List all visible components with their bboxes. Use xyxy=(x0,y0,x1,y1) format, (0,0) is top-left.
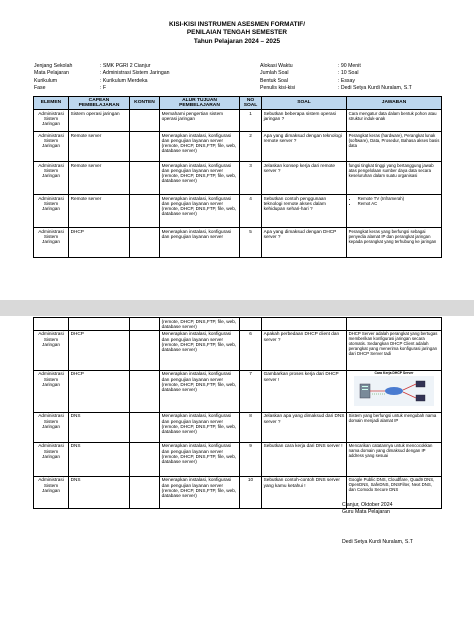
cell-capaian: Remote server xyxy=(69,132,130,162)
cell-konten xyxy=(130,195,160,228)
info-label: Kurikulum xyxy=(34,77,58,84)
cell-no: 5 xyxy=(240,228,262,258)
cell-jawaban xyxy=(347,195,442,228)
info-value: : 90 Menit xyxy=(338,63,361,69)
school-info xyxy=(34,63,169,92)
cell-elemen: Administrasi Sistem Jaringan xyxy=(34,162,69,195)
cell-alur: Menerapkan instalasi, konfigurasi dan pengujian layanan server (remote, DHCP, DNS,FTP, file, web, database server) xyxy=(160,195,240,228)
header-capaian: CAPEAN PEMBELAJARAN xyxy=(69,97,130,110)
cell-no: 6 xyxy=(240,330,262,370)
info-row-bentuk xyxy=(260,78,412,85)
cell-capaian: Remote server xyxy=(69,162,130,195)
cell-konten xyxy=(130,162,160,195)
cell-soal: Sebutkan beberapa sistem operasi jaringan ? xyxy=(262,110,347,132)
cell-capaian xyxy=(69,318,130,331)
cell-elemen: Administrasi Sistem Jaringan xyxy=(34,110,69,132)
cell-no: 1 xyxy=(240,110,262,132)
cell-elemen: Administrasi Sistem Jaringan xyxy=(34,330,69,370)
header-konten: KONTEN xyxy=(130,97,160,110)
info-label: Alokasi Waktu xyxy=(260,63,293,69)
cell-capaian: DNS xyxy=(69,412,130,442)
kisi-kisi-table-page1 xyxy=(33,96,442,258)
cell-alur: Menerapkan instalasi, konfigurasi dan pengujian layanan server (remote, DHCP, DNS,FTP, file, web, database server) xyxy=(160,132,240,162)
table-header-row xyxy=(34,97,442,110)
dhcp-diagram-icon xyxy=(354,376,434,406)
cell-capaian: DHCP xyxy=(69,370,130,412)
cell-no: 9 xyxy=(240,442,262,476)
cell-alur: Menerapkan instalasi, konfigurasi dan pengujian layanan server xyxy=(160,228,240,258)
cell-soal: Jelaskan apa yang dimaksud dari DNS server ? xyxy=(262,412,347,442)
cell-no: 2 xyxy=(240,132,262,162)
table-row xyxy=(34,110,442,132)
cell-jawaban xyxy=(347,318,442,331)
table-row xyxy=(34,162,442,195)
info-value: : 10 Soal xyxy=(338,70,359,77)
cell-alur: Menerapkan instalasi, konfigurasi dan pengujian layanan server (remote, DHCP, DNS,FTP, file, web, database server) xyxy=(160,162,240,195)
cell-konten xyxy=(130,132,160,162)
cell-no xyxy=(240,318,262,331)
signature-role: Guru Mata Pelajaran xyxy=(342,509,390,515)
answer-list xyxy=(349,196,440,206)
cell-konten xyxy=(130,330,160,370)
cell-konten xyxy=(130,228,160,258)
table-row xyxy=(34,370,442,412)
cell-soal: Gambarkan proses kerja dari DHCP server ! xyxy=(262,370,347,412)
table-row xyxy=(34,442,442,476)
cell-soal: Sebutkan cara kerja dari DNS server ! xyxy=(262,442,347,476)
cell-konten xyxy=(130,110,160,132)
info-value: : Dedi Setya Kurdi Nuralam, S.T xyxy=(338,84,412,91)
info-row-kurikulum xyxy=(34,78,169,85)
info-label: Bentuk Soal xyxy=(260,77,288,84)
cell-capaian: DHCP xyxy=(69,228,130,258)
info-row-alokasi xyxy=(260,63,412,70)
cell-alur: Memahami pengertian sistem operasi jaringan xyxy=(160,110,240,132)
answer-list-item: • Remot AC xyxy=(358,201,440,206)
signature-name: Dedi Setya Kurdi Nuralam, S.T xyxy=(342,539,413,545)
header-no-soal: NO SOAL xyxy=(240,97,262,110)
cell-soal xyxy=(262,318,347,331)
info-value: : Kurikulum Merdeka xyxy=(100,77,148,84)
info-label: Mata Pelajaran xyxy=(34,70,69,77)
doc-title-line3: Tahun Pelajaran 2024 – 2025 xyxy=(193,38,281,45)
cell-jawaban: Google Public DNS, Cloudflare, Quad9 DNS, OpenDNS, SafeDNS, DNSFilter, Next DNS, dan Comodo Secure DNS xyxy=(347,476,442,508)
cell-soal: Apa yang dimaksud dengan teknologi remote server ? xyxy=(262,132,347,162)
cell-jawaban: Sistem yang berfungsi untuk mengubah nama domain menjadi alamat IP xyxy=(347,412,442,442)
info-row-jumlah xyxy=(260,70,412,77)
cell-konten xyxy=(130,442,160,476)
cell-alur: Menerapkan instalasi, konfigurasi dan pengujian layanan server (remote, DHCP, DNS,FTP, file, web, database server) xyxy=(160,442,240,476)
info-value: : Administrasi Sistem Jaringan xyxy=(100,70,170,77)
cell-elemen: Administrasi Sistem Jaringan xyxy=(34,132,69,162)
info-label: Fase xyxy=(34,84,46,91)
info-row-penulis xyxy=(260,85,412,92)
cell-elemen: Administrasi Sistem Jaringan xyxy=(34,476,69,508)
info-label: Jumlah Soal xyxy=(260,70,289,77)
cell-capaian: DNS xyxy=(69,442,130,476)
info-value: : SMK PGRI 2 Cianjur xyxy=(100,63,151,69)
cell-elemen: Administrasi Sistem Jaringan xyxy=(34,412,69,442)
cell-jawaban: Perangkat keras yang berfungsi sebagai penyedia alamat IP dan perangkat jaringan kepada perangkat yang terhubung ke jaringan xyxy=(347,228,442,258)
cell-elemen: Administrasi Sistem Jaringan xyxy=(34,442,69,476)
table-row xyxy=(34,132,442,162)
cell-soal: Sebutkan contoh-contoh DNS server yang kamu ketahui ! xyxy=(262,476,347,508)
kisi-kisi-table-page2 xyxy=(33,317,442,509)
table-row-continuation xyxy=(34,318,442,331)
cell-jawaban: fungsi tingkat tinggi yang bertanggung jawab atas pengelolaan sumber daya data secara keseluruhan dalam suatu organisasi xyxy=(347,162,442,195)
cell-soal: Sebutkan contoh penggunaan teknologi remote akses dalam kehidupan sehari-hari ? xyxy=(262,195,347,228)
cell-no: 3 xyxy=(240,162,262,195)
cell-konten xyxy=(130,412,160,442)
cell-no: 10 xyxy=(240,476,262,508)
header-soal: SOAL xyxy=(262,97,347,110)
table-row xyxy=(34,228,442,258)
info-row-fase xyxy=(34,85,169,92)
cell-soal: Apa yang dimaksud dengan DHCP server ? xyxy=(262,228,347,258)
cell-alur: Menerapkan instalasi, konfigurasi dan pengujian layanan server (remote, DHCP, DNS,FTP, file, web, database server) xyxy=(160,330,240,370)
cell-no: 7 xyxy=(240,370,262,412)
cell-jawaban: Perangkat keras (hardware), Perangkat lunak (software), Data, Prosedur, Bahasa akses basis data xyxy=(347,132,442,162)
table-row xyxy=(34,195,442,228)
exam-info xyxy=(260,63,412,92)
cell-elemen xyxy=(34,318,69,331)
answer-list-item: • Remote TV (Inframerah) xyxy=(358,196,440,201)
info-row-jenjang xyxy=(34,63,169,70)
cell-soal: Apakah perbedaan DHCP client dan server ? xyxy=(262,330,347,370)
cell-alur: Menerapkan instalasi, konfigurasi dan pengujian layanan server (remote, DHCP, DNS,FTP, file, web, database server) xyxy=(160,370,240,412)
cell-alur: Menerapkan instalasi, konfigurasi dan pengujian layanan server (remote, DHCP, DNS,FTP, file, web, database server) xyxy=(160,476,240,508)
table-row xyxy=(34,330,442,370)
cell-no: 4 xyxy=(240,195,262,228)
cell-no: 8 xyxy=(240,412,262,442)
header-elemen: ELEMEN xyxy=(34,97,69,110)
doc-title-line2: PENILAIAN TENGAH SEMESTER xyxy=(186,29,288,36)
info-row-mapel xyxy=(34,70,169,77)
cell-jawaban: DHCP Server adalah perangkat yang bertugas memberikan konfigurasi jaringan secara otomatis. Sedangkan DHCP Client adalah perangkat yang menerima konfigurasi jaringan dari DHCP Server tadi xyxy=(347,330,442,370)
info-value: : F xyxy=(100,84,107,91)
cell-konten xyxy=(130,318,160,331)
cell-capaian: DNS xyxy=(69,476,130,508)
cell-jawaban xyxy=(347,370,442,412)
cell-capaian: DHCP xyxy=(69,330,130,370)
figure-caption: Cara Kerja DHCP Server xyxy=(374,371,414,376)
info-value: : Essay xyxy=(338,77,356,84)
cell-alur: Menerapkan instalasi, konfigurasi dan pengujian layanan server (remote, DHCP, DNS,FTP, file, web, database server) xyxy=(160,412,240,442)
cell-jawaban: Mencarikan catatannya untuk mencocokkan nama domain yang dimaksud dengan IP address yang sesuai xyxy=(347,442,442,476)
cell-capaian: Sistem operasi jaringan xyxy=(69,110,130,132)
cell-soal: Jelaskan konsep kerja dari remote server ? xyxy=(262,162,347,195)
cell-konten xyxy=(130,476,160,508)
table-row xyxy=(34,412,442,442)
cell-konten xyxy=(130,370,160,412)
cell-elemen: Administrasi Sistem Jaringan xyxy=(34,228,69,258)
cell-alur: (remote, DHCP, DNS,FTP, file, web, database server) xyxy=(160,318,240,331)
page-separator xyxy=(0,300,474,316)
cell-elemen: Administrasi Sistem Jaringan xyxy=(34,195,69,228)
header-alur: ALUR TUJUAN PEMBELAJARAN xyxy=(160,97,240,110)
cell-capaian: Remote server xyxy=(69,195,130,228)
info-label: Jenjang Sekolah xyxy=(34,63,73,69)
signature-place-date: Cianjur, Oktober 2024 xyxy=(342,502,393,508)
cell-jawaban: Cara mengatur data dalam bentuk pohon atau struktur induk-anak xyxy=(347,110,442,132)
info-label: Penulis kisi-kisi xyxy=(260,84,296,91)
doc-title-line1: KISI-KISI INSTRUMEN ASESMEN FORMATIF/ xyxy=(169,21,305,28)
cell-elemen: Administrasi Sistem Jaringan xyxy=(34,370,69,412)
header-jawaban: JAWABAN xyxy=(347,97,442,110)
